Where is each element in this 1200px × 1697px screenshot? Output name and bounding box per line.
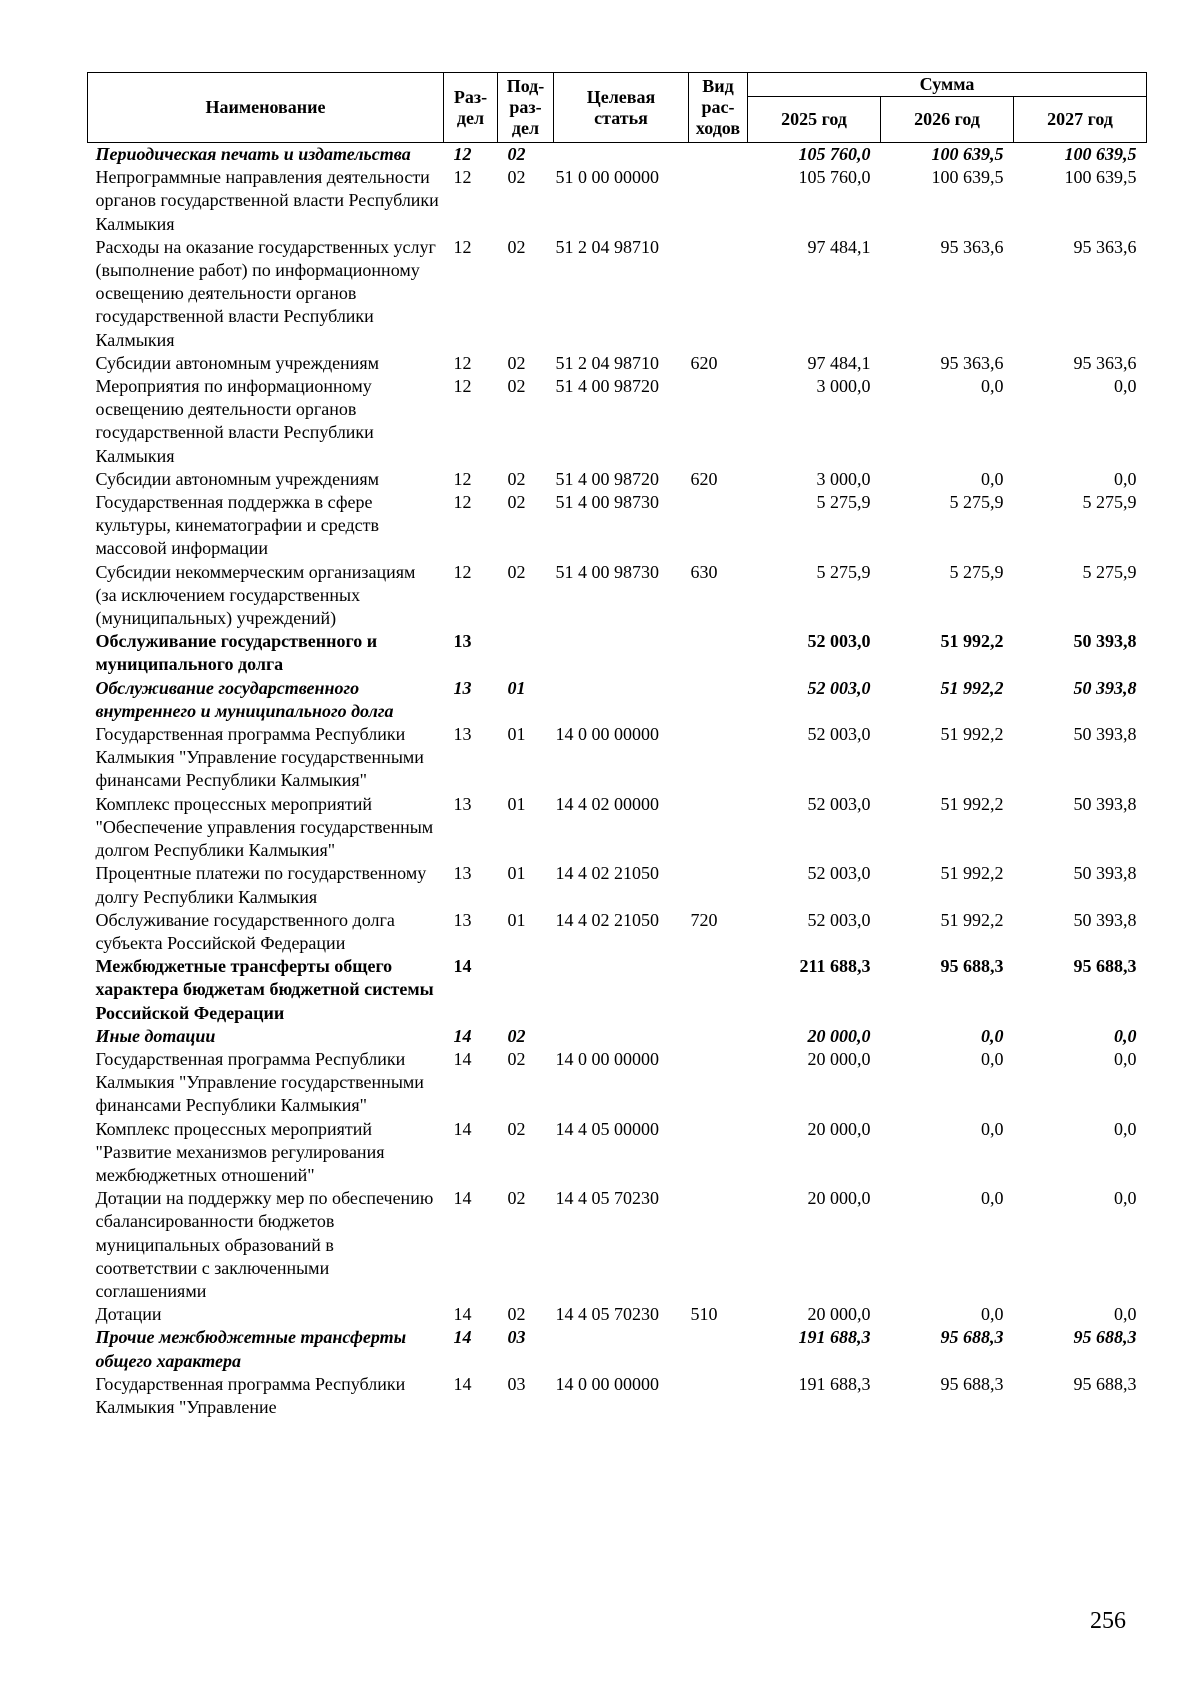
cell-vid-rashodov: 510 <box>690 1304 718 1325</box>
header-name: Наименование <box>88 73 444 143</box>
cell-vid-rashodov <box>689 166 748 236</box>
cell-podrazdel: 02 <box>507 376 526 397</box>
cell-sum-2025: 52 003,0 <box>807 909 871 930</box>
budget-table <box>87 72 1147 1419</box>
cell-sum-2026: 95 688,3 <box>940 1373 1004 1394</box>
cell-vid-rashodov: 720 <box>690 909 718 930</box>
cell-celevaya-statya: 51 4 00 98720 <box>555 468 659 489</box>
cell-vid-rashodov <box>689 1326 748 1372</box>
cell-celevaya-statya <box>554 955 689 1025</box>
cell-razdel: 14 <box>453 1118 472 1139</box>
cell-celevaya-statya <box>554 143 689 167</box>
cell-sum-2027: 0,0 <box>1114 1118 1137 1139</box>
cell-sum-2027: 50 393,8 <box>1073 631 1137 652</box>
cell-vid-rashodov <box>689 1025 748 1048</box>
cell-vid-rashodov <box>689 862 748 908</box>
table-row <box>88 793 1147 863</box>
cell-sum-2025: 5 275,9 <box>816 561 871 582</box>
table-row <box>88 1326 1147 1372</box>
cell-name: Периодическая печать и издательства <box>95 144 411 164</box>
cell-vid-rashodov <box>689 1048 748 1118</box>
header-vid-rashodov: Вид рас- ходов <box>689 73 748 143</box>
cell-sum-2027: 5 275,9 <box>1082 561 1137 582</box>
cell-name: Обслуживание государственного и муниципального долга <box>95 631 378 675</box>
cell-podrazdel: 02 <box>507 1025 526 1046</box>
cell-sum-2026: 51 992,2 <box>940 863 1004 884</box>
table-row <box>88 166 1147 236</box>
cell-sum-2025: 20 000,0 <box>807 1304 871 1325</box>
cell-name: Прочие межбюджетные трансферты общего характера <box>95 1327 407 1371</box>
cell-razdel: 13 <box>453 793 472 814</box>
cell-podrazdel: 03 <box>507 1373 526 1394</box>
cell-sum-2027: 50 393,8 <box>1073 724 1137 745</box>
cell-sum-2025: 52 003,0 <box>807 793 871 814</box>
cell-razdel: 12 <box>453 236 472 257</box>
cell-celevaya-statya <box>554 630 689 676</box>
cell-podrazdel: 02 <box>507 1304 526 1325</box>
cell-sum-2025: 191 688,3 <box>798 1373 871 1394</box>
cell-sum-2027: 100 639,5 <box>1064 144 1137 164</box>
cell-vid-rashodov <box>689 143 748 167</box>
table-row <box>88 630 1147 676</box>
table-row <box>88 1025 1147 1048</box>
cell-razdel: 12 <box>453 561 472 582</box>
cell-celevaya-statya: 51 4 00 98720 <box>555 376 659 397</box>
page-number: 256 <box>1090 1608 1126 1634</box>
cell-celevaya-statya: 14 4 02 00000 <box>555 793 659 814</box>
cell-razdel: 14 <box>453 1304 472 1325</box>
cell-podrazdel: 01 <box>507 863 526 884</box>
cell-name: Непрограммные направления деятельности органов государственной власти Республики Калмыкия <box>95 167 439 234</box>
cell-razdel: 13 <box>453 724 472 745</box>
cell-podrazdel: 01 <box>507 724 526 745</box>
cell-sum-2025: 52 003,0 <box>807 631 871 652</box>
header-year-2025: 2025 год <box>748 97 881 143</box>
cell-sum-2027: 5 275,9 <box>1082 492 1137 513</box>
cell-podrazdel <box>498 630 554 676</box>
cell-vid-rashodov <box>689 375 748 468</box>
cell-vid-rashodov <box>689 793 748 863</box>
cell-celevaya-statya: 14 0 00 00000 <box>555 1373 659 1394</box>
cell-sum-2026: 0,0 <box>981 1304 1004 1325</box>
header-razdel: Раз- дел <box>444 73 498 143</box>
cell-razdel: 13 <box>453 677 472 698</box>
cell-vid-rashodov <box>689 1118 748 1188</box>
cell-sum-2027: 0,0 <box>1114 376 1137 397</box>
cell-celevaya-statya: 14 4 02 21050 <box>555 909 659 930</box>
cell-razdel: 14 <box>453 1025 472 1046</box>
cell-sum-2025: 52 003,0 <box>807 677 871 698</box>
cell-name: Мероприятия по информационному освещению деятельности органов государственной власти Республики Калмыкия <box>95 376 374 466</box>
cell-razdel: 14 <box>453 1188 472 1209</box>
cell-podrazdel: 02 <box>507 1188 526 1209</box>
cell-podrazdel: 02 <box>507 352 526 373</box>
table-row <box>88 723 1147 793</box>
cell-celevaya-statya: 51 2 04 98710 <box>555 236 659 257</box>
cell-sum-2026: 51 992,2 <box>940 909 1004 930</box>
cell-name: Дотации на поддержку мер по обеспечению сбалансированности бюджетов муниципальных образований в соответствии с заключенными соглашениями <box>95 1188 434 1301</box>
cell-celevaya-statya: 14 4 05 00000 <box>555 1118 659 1139</box>
cell-sum-2026: 51 992,2 <box>940 631 1004 652</box>
cell-celevaya-statya: 51 4 00 98730 <box>555 561 659 582</box>
cell-name: Государственная программа Республики Калмыкия "Управление государственными финансами Республики Калмыкия" <box>95 724 424 791</box>
cell-sum-2027: 95 688,3 <box>1073 956 1137 977</box>
cell-podrazdel: 02 <box>507 1048 526 1069</box>
cell-celevaya-statya: 14 4 05 70230 <box>555 1304 659 1325</box>
cell-podrazdel: 02 <box>507 468 526 489</box>
header-celevaya-statya: Целевая статья <box>554 73 689 143</box>
cell-name: Государственная программа Республики Калмыкия "Управление <box>95 1373 406 1417</box>
cell-name: Государственная программа Республики Калмыкия "Управление государственными финансами Республики Калмыкия" <box>95 1048 424 1116</box>
cell-vid-rashodov: 630 <box>690 561 718 582</box>
cell-sum-2025: 105 760,0 <box>798 144 871 164</box>
cell-podrazdel: 01 <box>507 909 526 930</box>
table-row <box>88 1373 1147 1419</box>
cell-name: Межбюджетные трансферты общего характера бюджетам бюджетной системы Российской Федерации <box>95 956 434 1023</box>
cell-sum-2027: 50 393,8 <box>1073 863 1137 884</box>
cell-razdel: 12 <box>453 376 472 397</box>
cell-sum-2025: 20 000,0 <box>807 1048 871 1069</box>
cell-sum-2026: 51 992,2 <box>940 677 1004 698</box>
table-row <box>88 236 1147 352</box>
cell-sum-2027: 0,0 <box>1114 1188 1137 1209</box>
table-row <box>88 955 1147 1025</box>
table-row <box>88 862 1147 908</box>
cell-sum-2026: 0,0 <box>981 1025 1004 1046</box>
cell-sum-2026: 0,0 <box>981 1048 1004 1069</box>
cell-vid-rashodov: 620 <box>690 352 718 373</box>
cell-razdel: 12 <box>453 144 472 164</box>
cell-vid-rashodov: 620 <box>690 468 718 489</box>
cell-celevaya-statya <box>554 1025 689 1048</box>
cell-podrazdel: 02 <box>507 236 526 257</box>
cell-podrazdel: 02 <box>507 561 526 582</box>
cell-podrazdel: 01 <box>507 793 526 814</box>
cell-sum-2025: 97 484,1 <box>807 236 871 257</box>
table-row <box>88 375 1147 468</box>
cell-sum-2026: 95 363,6 <box>940 236 1004 257</box>
cell-sum-2027: 0,0 <box>1114 468 1137 489</box>
cell-sum-2026: 0,0 <box>981 1118 1004 1139</box>
header-year-2027: 2027 год <box>1014 97 1147 143</box>
cell-celevaya-statya: 14 4 02 21050 <box>555 863 659 884</box>
table-row <box>88 1303 1147 1326</box>
cell-podrazdel: 02 <box>507 492 526 513</box>
cell-sum-2026: 0,0 <box>981 1188 1004 1209</box>
table-row <box>88 561 1147 631</box>
cell-razdel: 13 <box>453 909 472 930</box>
cell-sum-2025: 52 003,0 <box>807 863 871 884</box>
table-row <box>88 491 1147 561</box>
header-podrazdel: Под- раз- дел <box>498 73 554 143</box>
cell-podrazdel: 02 <box>507 144 526 164</box>
cell-vid-rashodov <box>689 723 748 793</box>
cell-celevaya-statya: 14 0 00 00000 <box>555 1048 659 1069</box>
cell-sum-2026: 95 688,3 <box>940 1327 1004 1348</box>
cell-sum-2026: 5 275,9 <box>949 561 1004 582</box>
cell-sum-2026: 51 992,2 <box>940 724 1004 745</box>
cell-sum-2025: 191 688,3 <box>798 1327 871 1348</box>
table-row <box>88 909 1147 955</box>
cell-sum-2027: 0,0 <box>1114 1025 1137 1046</box>
cell-razdel: 12 <box>453 468 472 489</box>
cell-sum-2025: 3 000,0 <box>816 376 871 397</box>
cell-celevaya-statya: 51 4 00 98730 <box>555 492 659 513</box>
cell-razdel: 13 <box>453 863 472 884</box>
cell-name: Обслуживание государственного долга субъекта Российской Федерации <box>95 909 395 953</box>
table-row <box>88 143 1147 167</box>
cell-sum-2027: 95 688,3 <box>1073 1373 1137 1394</box>
cell-vid-rashodov <box>689 491 748 561</box>
table-row <box>88 677 1147 723</box>
cell-sum-2027: 95 363,6 <box>1073 352 1137 373</box>
cell-celevaya-statya: 14 4 05 70230 <box>555 1188 659 1209</box>
table-row <box>88 1048 1147 1118</box>
cell-sum-2025: 3 000,0 <box>816 468 871 489</box>
cell-razdel: 14 <box>453 1373 472 1394</box>
cell-sum-2026: 5 275,9 <box>949 492 1004 513</box>
cell-name: Иные дотации <box>95 1025 216 1046</box>
cell-sum-2025: 20 000,0 <box>807 1025 871 1046</box>
table-row <box>88 1118 1147 1188</box>
cell-sum-2026: 0,0 <box>981 468 1004 489</box>
header-year-2026: 2026 год <box>881 97 1014 143</box>
cell-name: Субсидии некоммерческим организациям (за исключением государственных (муниципальных) учреждений) <box>95 561 416 629</box>
cell-celevaya-statya <box>554 677 689 723</box>
cell-sum-2025: 5 275,9 <box>816 492 871 513</box>
cell-razdel: 12 <box>453 492 472 513</box>
cell-name: Комплекс процессных мероприятий "Развитие механизмов регулирования межбюджетных отношений" <box>95 1118 385 1185</box>
cell-sum-2027: 100 639,5 <box>1064 167 1137 188</box>
header-summa: Сумма <box>748 73 1147 97</box>
cell-razdel: 12 <box>453 167 472 188</box>
cell-celevaya-statya <box>554 1326 689 1372</box>
cell-celevaya-statya: 51 2 04 98710 <box>555 352 659 373</box>
cell-podrazdel: 03 <box>507 1327 526 1348</box>
cell-sum-2026: 100 639,5 <box>931 144 1004 164</box>
cell-sum-2026: 100 639,5 <box>931 167 1004 188</box>
cell-sum-2025: 211 688,3 <box>799 956 871 977</box>
cell-razdel: 14 <box>453 956 472 977</box>
cell-razdel: 12 <box>453 352 472 373</box>
table-body <box>88 143 1147 1420</box>
cell-name: Субсидии автономным учреждениям <box>95 468 380 489</box>
table-row <box>88 1187 1147 1303</box>
cell-podrazdel: 01 <box>507 677 526 698</box>
cell-sum-2026: 0,0 <box>981 376 1004 397</box>
cell-name: Расходы на оказание государственных услуг (выполнение работ) по информационному освещению деятельности органов государственной власти Республики Калмыкия <box>95 236 436 350</box>
cell-sum-2025: 20 000,0 <box>807 1118 871 1139</box>
cell-sum-2025: 97 484,1 <box>807 352 871 373</box>
cell-vid-rashodov <box>689 955 748 1025</box>
cell-sum-2025: 52 003,0 <box>807 724 871 745</box>
cell-sum-2027: 0,0 <box>1114 1304 1137 1325</box>
cell-name: Дотации <box>95 1304 162 1325</box>
cell-sum-2026: 95 688,3 <box>940 956 1004 977</box>
cell-sum-2027: 50 393,8 <box>1073 793 1137 814</box>
cell-sum-2025: 20 000,0 <box>807 1188 871 1209</box>
cell-celevaya-statya: 51 0 00 00000 <box>555 167 659 188</box>
table-row <box>88 352 1147 375</box>
cell-podrazdel <box>498 955 554 1025</box>
cell-celevaya-statya: 14 0 00 00000 <box>555 724 659 745</box>
cell-razdel: 14 <box>453 1327 472 1348</box>
cell-podrazdel: 02 <box>507 1118 526 1139</box>
cell-sum-2027: 50 393,8 <box>1073 909 1137 930</box>
cell-sum-2027: 0,0 <box>1114 1048 1137 1069</box>
cell-vid-rashodov <box>689 1187 748 1303</box>
cell-razdel: 13 <box>453 631 472 652</box>
cell-vid-rashodov <box>689 677 748 723</box>
cell-sum-2027: 95 688,3 <box>1073 1327 1137 1348</box>
cell-name: Обслуживание государственного внутреннего и муниципального долга <box>95 677 394 721</box>
table-header <box>88 73 1147 143</box>
cell-sum-2027: 50 393,8 <box>1073 677 1137 698</box>
cell-sum-2027: 95 363,6 <box>1073 236 1137 257</box>
cell-sum-2025: 105 760,0 <box>798 167 871 188</box>
cell-razdel: 14 <box>453 1048 472 1069</box>
table-row <box>88 468 1147 491</box>
cell-name: Процентные платежи по государственному долгу Республики Калмыкия <box>95 863 427 907</box>
cell-name: Комплекс процессных мероприятий "Обеспечение управления государственным долгом Республики Калмыкия" <box>95 793 434 861</box>
cell-sum-2026: 51 992,2 <box>940 793 1004 814</box>
cell-vid-rashodov <box>689 236 748 352</box>
cell-sum-2026: 95 363,6 <box>940 352 1004 373</box>
cell-name: Государственная поддержка в сфере культуры, кинематографии и средств массовой информации <box>95 492 380 559</box>
cell-name: Субсидии автономным учреждениям <box>95 352 380 373</box>
cell-podrazdel: 02 <box>507 167 526 188</box>
cell-vid-rashodov <box>689 630 748 676</box>
cell-vid-rashodov <box>689 1373 748 1419</box>
